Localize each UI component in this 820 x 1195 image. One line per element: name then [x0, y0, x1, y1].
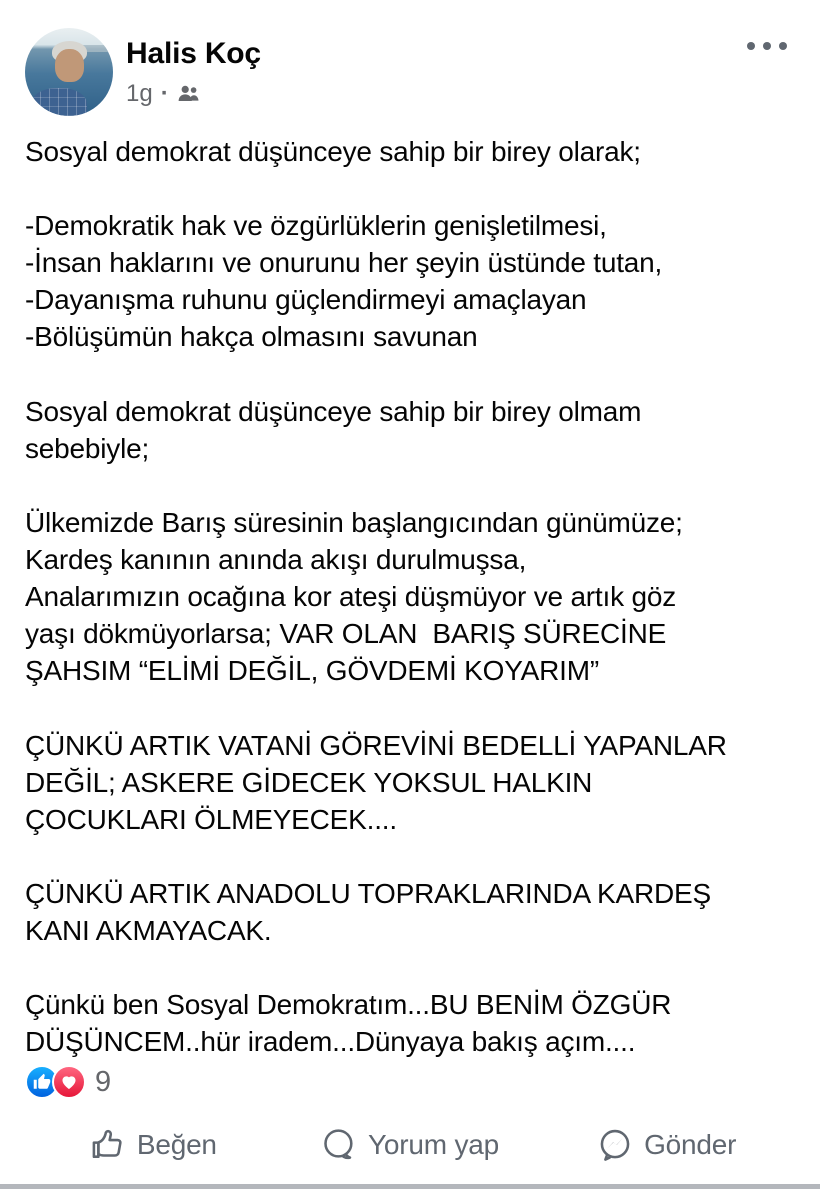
post-text-line: Sosyal demokrat düşünceye sahip bir birey olmam: [25, 395, 642, 427]
header-texts: [126, 28, 261, 116]
reactions-summary[interactable]: [25, 1064, 795, 1100]
comment-bubble-icon: [321, 1127, 357, 1163]
post-bottom-divider: [0, 1184, 820, 1189]
avatar-face: [55, 49, 84, 82]
post-text-line: [25, 170, 795, 207]
post-text-line: [25, 356, 795, 393]
post-text-line: KANI AKMAYACAK.: [25, 914, 272, 946]
post-text-line: [25, 689, 795, 726]
post-text-line: [25, 838, 795, 875]
post-text-line: [25, 949, 795, 986]
post-text-line: -İnsan haklarını ve onurunu her şeyin üstünde tutan,: [25, 247, 663, 279]
post-text-line: [25, 467, 795, 504]
ellipsis-dot: [763, 42, 771, 50]
post-text-line: ÇÜNKÜ ARTIK ANADOLU TOPRAKLARINDA KARDEŞ: [25, 877, 711, 909]
post-text-line: -Bölüşümün hakça olmasını savunan: [25, 321, 478, 353]
avatar[interactable]: [25, 28, 113, 116]
post-text-line: Ülkemizde Barış süresinin başlangıcından günümüze;: [25, 506, 683, 538]
post-text-line: Çünkü ben Sosyal Demokratım...BU BENİM ÖZGÜR: [25, 989, 672, 1021]
post-options-menu[interactable]: [741, 36, 793, 56]
comment-button-label: Yorum yap: [367, 1129, 500, 1161]
reaction-count[interactable]: 9: [95, 1065, 112, 1098]
like-button-label: Beğen: [136, 1129, 217, 1161]
messenger-icon: [597, 1127, 633, 1163]
post-meta: [126, 80, 261, 108]
post-body-text: [25, 133, 795, 1060]
post-text-line: ÇOCUKLARI ÖLMEYECEK....: [25, 803, 397, 835]
post-text-line: -Dayanışma ruhunu güçlendirmeyi amaçlayan: [25, 284, 587, 316]
love-reaction-icon: [52, 1065, 86, 1099]
post-header: [25, 0, 795, 116]
post-text-line: sebebiyle;: [25, 432, 150, 464]
post-text-line: ÇÜNKÜ ARTIK VATANİ GÖREVİNİ BEDELLİ YAPANLAR: [25, 729, 727, 761]
avatar-shirt: [31, 88, 87, 116]
comment-button[interactable]: [282, 1112, 539, 1180]
ellipsis-dot: [779, 42, 787, 50]
action-bar: [25, 1112, 795, 1180]
post-text-line: Sosyal demokrat düşünceye sahip bir birey olarak;: [25, 136, 641, 167]
post-text-line: -Demokratik hak ve özgürlüklerin genişletilmesi,: [25, 210, 607, 242]
timestamp[interactable]: 1g: [126, 80, 153, 107]
friends-icon: [177, 84, 201, 104]
post-text-line: DÜŞÜNCEM..hür iradem...Dünyaya bakış açım....: [25, 1026, 636, 1058]
author-name[interactable]: Halis Koç: [126, 37, 261, 70]
like-button[interactable]: [25, 1112, 282, 1180]
post-text-line: Kardeş kanının anında akışı durulmuşsa,: [25, 544, 527, 576]
thumbs-up-icon: [90, 1127, 126, 1163]
share-button-label: Gönder: [644, 1129, 737, 1161]
post-text-line: Analarımızın ocağına kor ateşi düşmüyor ve artık göz: [25, 581, 677, 613]
post-text-line: yaşı dökmüyorlarsa; VAR OLAN BARIŞ SÜRECİNE: [25, 618, 667, 650]
post-text-line: DEĞİL; ASKERE GİDECEK YOKSUL HALKIN: [25, 766, 593, 798]
share-button[interactable]: [538, 1112, 795, 1180]
meta-separator: ·: [160, 80, 169, 107]
post-text-line: ŞAHSIM “ELİMİ DEĞİL, GÖVDEMİ KOYARIM”: [25, 655, 599, 687]
ellipsis-dot: [747, 42, 755, 50]
